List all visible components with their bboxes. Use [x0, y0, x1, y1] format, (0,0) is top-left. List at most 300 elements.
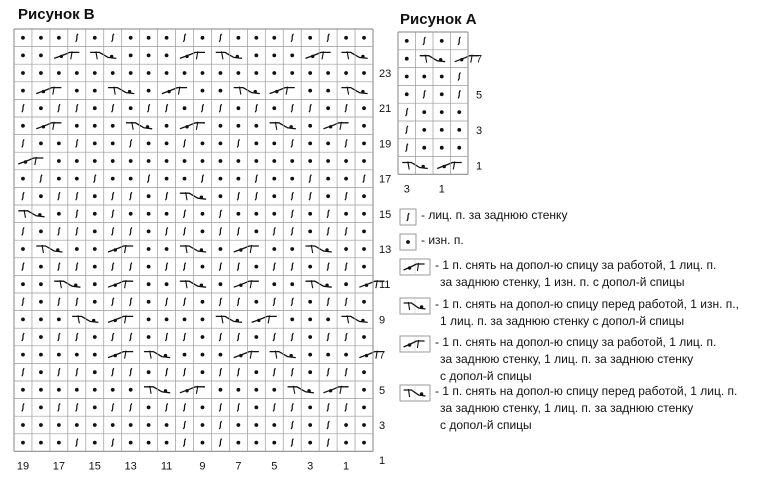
twisted-knit-mark [406, 108, 408, 116]
purl-dot [344, 247, 348, 251]
purl-dot [75, 124, 79, 128]
purl-dot [93, 423, 97, 427]
purl-dot [344, 71, 348, 75]
purl-dot [405, 39, 409, 43]
twisted-knit-mark [129, 263, 131, 271]
purl-dot [254, 54, 258, 58]
cross-dot [74, 284, 77, 287]
purl-dot [183, 353, 187, 357]
cross-left-mark [234, 246, 259, 252]
cross-dot [110, 55, 113, 58]
purl-dot [21, 54, 25, 58]
purl-dot [57, 212, 61, 216]
twisted-knit-mark [327, 210, 329, 218]
purl-dot [440, 110, 444, 114]
purl-dot [183, 177, 187, 181]
purl-dot [290, 54, 294, 58]
legend-description-line: - 1 п. снять на допол-ю спицу за работой, 1 лиц. п. [435, 335, 717, 349]
column-number-label: 15 [88, 460, 101, 473]
twisted-knit-mark [458, 37, 460, 45]
purl-dot [362, 265, 366, 269]
purl-dot [183, 318, 187, 322]
purl-dot [57, 423, 61, 427]
purl-dot [75, 89, 79, 93]
twisted-knit-mark [345, 368, 347, 376]
purl-dot [254, 265, 258, 269]
purl-dot [129, 441, 133, 445]
twisted-knit-mark [255, 104, 257, 112]
purl-dot [57, 142, 61, 146]
twisted-knit-mark [201, 175, 203, 183]
purl-dot [129, 423, 133, 427]
twisted-knit-mark [237, 227, 239, 235]
cross-dot [236, 55, 239, 58]
cross-left-mark [270, 88, 295, 94]
twisted-knit-mark [183, 439, 185, 447]
twisted-knit-mark [237, 139, 239, 147]
purl-dot [308, 71, 312, 75]
twisted-knit-mark [183, 210, 185, 218]
purl-dot [308, 36, 312, 40]
purl-dot [147, 230, 151, 234]
twisted-knit-mark [219, 263, 221, 271]
cross-dot [289, 354, 292, 357]
cross-dot [146, 125, 149, 128]
twisted-knit-mark [201, 104, 203, 112]
twisted-knit-mark [58, 298, 60, 306]
twisted-knit-mark [76, 104, 78, 112]
purl-dot [39, 282, 43, 286]
purl-dot [290, 247, 294, 251]
purl-dot [21, 177, 25, 181]
twisted-knit-mark [58, 192, 60, 200]
twisted-knit-mark [345, 192, 347, 200]
purl-dot [147, 406, 151, 410]
twisted-knit-mark [327, 403, 329, 411]
purl-dot [219, 194, 223, 198]
purl-dot [272, 71, 276, 75]
twisted-knit-mark [76, 227, 78, 235]
legend-description-line: - лиц. п. за заднюю стенку [421, 208, 568, 222]
purl-dot [147, 247, 151, 251]
row-number-label: 19 [379, 138, 392, 151]
twisted-knit-mark [112, 192, 114, 200]
twisted-knit-mark [165, 227, 167, 235]
twisted-knit-mark [58, 263, 60, 271]
purl-dot [147, 335, 151, 339]
purl-dot [21, 36, 25, 40]
cross-dot [200, 284, 203, 287]
column-number-label: 19 [16, 460, 30, 473]
purl-dot [344, 282, 348, 286]
twisted-knit-mark [291, 368, 293, 376]
purl-dot [93, 71, 97, 75]
legend-symbol-L [399, 258, 431, 276]
twisted-knit-mark [76, 333, 78, 341]
twisted-knit-mark [76, 139, 78, 147]
purl-dot [254, 36, 258, 40]
purl-dot [290, 318, 294, 322]
row-number-label: 7 [476, 53, 483, 66]
purl-dot [326, 177, 330, 181]
column-number-label: 9 [199, 460, 206, 473]
legend-description-line: за заднюю стенку, 1 изн. п. с допол-й спицы [440, 275, 685, 289]
purl-dot [183, 106, 187, 110]
purl-dot [147, 36, 151, 40]
purl-dot [111, 142, 115, 146]
cross-left-mark [437, 163, 462, 169]
purl-dot [201, 441, 205, 445]
purl-dot [129, 159, 133, 163]
purl-dot [93, 300, 97, 304]
purl-dot [39, 423, 43, 427]
purl-dot [39, 318, 43, 322]
purl-dot [219, 388, 223, 392]
twisted-knit-mark [147, 104, 149, 112]
purl-dot [165, 177, 169, 181]
row-number-label: 21 [379, 103, 392, 116]
twisted-knit-mark [112, 439, 114, 447]
twisted-knit-mark [291, 403, 293, 411]
purl-dot [111, 71, 115, 75]
purl-dot [39, 353, 43, 357]
cross-dot [289, 125, 292, 128]
purl-dot [93, 230, 97, 234]
purl-dot [308, 89, 312, 93]
purl-dot [272, 142, 276, 146]
purl-dot [362, 194, 366, 198]
purl-dot [21, 353, 25, 357]
twisted-knit-mark [76, 368, 78, 376]
twisted-knit-mark [327, 34, 329, 42]
purl-dot [111, 388, 115, 392]
purl-dot [326, 353, 330, 357]
twisted-knit-mark [165, 298, 167, 306]
legend-description-line: с допол-й спицы [440, 418, 532, 432]
twisted-knit-mark [219, 227, 221, 235]
twisted-knit-mark [345, 333, 347, 341]
purl-dot [201, 300, 205, 304]
purl-dot [93, 406, 97, 410]
twisted-knit-mark [219, 368, 221, 376]
twisted-knit-mark [112, 210, 114, 218]
cross-left-mark [36, 123, 61, 129]
legend-description-line: с допол-й спицы [440, 369, 532, 383]
purl-dot [201, 159, 205, 163]
column-number-label: 1 [343, 460, 350, 473]
purl-dot [326, 159, 330, 163]
purl-dot [201, 353, 205, 357]
purl-dot [21, 441, 25, 445]
twisted-knit-mark [129, 368, 131, 376]
twisted-knit-mark [291, 333, 293, 341]
purl-dot [272, 54, 276, 58]
cross-dot [56, 248, 59, 251]
twisted-knit-mark [112, 333, 114, 341]
purl-dot [93, 282, 97, 286]
purl-dot [165, 441, 169, 445]
cross-dot [254, 90, 257, 93]
purl-dot [308, 370, 312, 374]
purl-dot [457, 110, 461, 114]
purl-dot [219, 247, 223, 251]
purl-dot [272, 159, 276, 163]
cross-left-mark [54, 52, 79, 58]
purl-dot [254, 406, 258, 410]
purl-dot [75, 247, 79, 251]
twisted-knit-mark [112, 403, 114, 411]
column-number-label: 3 [403, 183, 410, 196]
purl-dot [129, 36, 133, 40]
twisted-knit-mark [327, 421, 329, 429]
purl-dot [21, 282, 25, 286]
twisted-knit-mark [219, 104, 221, 112]
purl-dot [75, 423, 79, 427]
purl-dot [308, 318, 312, 322]
purl-dot [165, 247, 169, 251]
cross-dot [439, 58, 442, 61]
row-number-label: 5 [379, 384, 386, 397]
twisted-knit-mark [22, 227, 24, 235]
purl-dot [75, 159, 79, 163]
purl-dot [272, 441, 276, 445]
purl-dot [201, 89, 205, 93]
purl-dot [405, 92, 409, 96]
twisted-knit-mark [165, 403, 167, 411]
purl-dot [147, 282, 151, 286]
twisted-knit-mark [76, 210, 78, 218]
twisted-knit-mark [423, 90, 425, 98]
column-number-label: 13 [124, 460, 137, 473]
twisted-knit-mark [327, 227, 329, 235]
purl-dot [254, 71, 258, 75]
purl-dot [308, 300, 312, 304]
purl-dot [39, 106, 43, 110]
purl-dot [57, 318, 61, 322]
purl-dot [290, 282, 294, 286]
purl-dot [93, 353, 97, 357]
cross-dot [164, 354, 167, 357]
twisted-knit-mark [147, 175, 149, 183]
twisted-knit-mark [58, 333, 60, 341]
purl-dot [147, 300, 151, 304]
purl-dot [111, 124, 115, 128]
purl-dot [21, 318, 25, 322]
purl-dot [422, 75, 426, 79]
twisted-knit-mark [406, 126, 408, 134]
purl-dot [219, 159, 223, 163]
purl-dot [39, 335, 43, 339]
purl-dot [405, 75, 409, 79]
purl-dot [93, 441, 97, 445]
legend-symbol-R [399, 384, 431, 402]
twisted-knit-mark [22, 104, 24, 112]
purl-dot [147, 212, 151, 216]
purl-dot [362, 247, 366, 251]
cross-left-mark [180, 52, 205, 58]
twisted-knit-mark [22, 333, 24, 341]
cross-left-mark [108, 352, 133, 358]
cross-dot [38, 213, 41, 216]
purl-dot [236, 423, 240, 427]
purl-dot [57, 159, 61, 163]
cross-dot [361, 90, 364, 93]
purl-dot [165, 318, 169, 322]
twisted-knit-mark [183, 368, 185, 376]
row-number-label: 13 [379, 244, 392, 256]
purl-dot [344, 177, 348, 181]
purl-dot [57, 177, 61, 181]
twisted-knit-mark [345, 227, 347, 235]
purl-dot [201, 265, 205, 269]
purl-dot [272, 247, 276, 251]
purl-dot [201, 318, 205, 322]
purl-dot [93, 388, 97, 392]
purl-dot [362, 212, 366, 216]
cross-dot [128, 90, 131, 93]
purl-dot [236, 159, 240, 163]
row-number-label: 5 [476, 89, 483, 102]
purl-dot [219, 124, 223, 128]
legend-description-line: - 1 п. снять на допол-ю спицу перед работой, 1 изн. п., [435, 297, 739, 311]
purl-dot [272, 194, 276, 198]
cross-left-mark [162, 88, 187, 94]
purl-dot [147, 423, 151, 427]
purl-dot [93, 159, 97, 163]
cross-left-mark [234, 352, 259, 358]
twisted-knit-mark [22, 298, 24, 306]
purl-dot [362, 159, 366, 163]
purl-dot [326, 194, 330, 198]
cross-dot [307, 389, 310, 392]
purl-dot [219, 71, 223, 75]
row-number-label: 11 [379, 279, 391, 292]
twisted-knit-mark [237, 368, 239, 376]
purl-dot [457, 146, 461, 150]
twisted-knit-mark [237, 333, 239, 341]
purl-dot [362, 423, 366, 427]
twisted-knit-mark [309, 192, 311, 200]
column-number-label: 7 [235, 460, 242, 473]
twisted-knit-mark [183, 333, 185, 341]
twisted-knit-mark [112, 368, 114, 376]
twisted-knit-mark [129, 298, 131, 306]
twisted-knit-mark [327, 439, 329, 447]
purl-dot [75, 177, 79, 181]
purl-dot [308, 335, 312, 339]
twisted-knit-mark [273, 298, 275, 306]
twisted-knit-mark [183, 421, 185, 429]
purl-dot [362, 36, 366, 40]
cross-left-mark [234, 281, 259, 287]
purl-dot [405, 57, 409, 61]
twisted-knit-mark [327, 263, 329, 271]
purl-dot [236, 71, 240, 75]
twisted-knit-mark [291, 298, 293, 306]
cross-dot [236, 319, 239, 322]
purl-dot [254, 441, 258, 445]
purl-dot [362, 441, 366, 445]
twisted-knit-mark [273, 333, 275, 341]
cross-dot [420, 392, 423, 395]
cross-dot [325, 284, 328, 287]
twisted-knit-mark [183, 139, 185, 147]
legend-description-line: за заднюю стенку, 1 лиц. п. за заднюю стенку [440, 352, 694, 366]
purl-dot [326, 106, 330, 110]
twisted-knit-mark [112, 34, 114, 42]
purl-dot [93, 194, 97, 198]
purl-dot [93, 89, 97, 93]
purl-dot [236, 124, 240, 128]
purl-dot [21, 388, 25, 392]
purl-dot [201, 230, 205, 234]
legend-symbol-k [399, 208, 417, 226]
purl-dot [308, 230, 312, 234]
twisted-knit-mark [112, 104, 114, 112]
purl-dot [440, 75, 444, 79]
twisted-knit-mark [183, 263, 185, 271]
purl-dot [165, 142, 169, 146]
chart-a-title: Рисунок А [400, 11, 477, 28]
purl-dot [254, 124, 258, 128]
purl-dot [219, 89, 223, 93]
purl-dot [308, 142, 312, 146]
purl-dot [308, 212, 312, 216]
twisted-knit-mark [183, 34, 185, 42]
twisted-knit-mark [40, 175, 42, 183]
legend-description-line: - 1 п. снять на допол-ю спицу перед работой, 1 лиц. п. [435, 384, 738, 398]
purl-dot [362, 230, 366, 234]
twisted-knit-mark [76, 192, 78, 200]
purl-dot [362, 124, 366, 128]
purl-dot [290, 71, 294, 75]
cross-dot [200, 248, 203, 251]
purl-dot [183, 71, 187, 75]
cross-left-mark [18, 158, 43, 164]
purl-dot [362, 300, 366, 304]
purl-dot [254, 388, 258, 392]
twisted-knit-mark [406, 144, 408, 152]
twisted-knit-mark [255, 175, 257, 183]
cross-dot [420, 305, 423, 308]
purl-dot [93, 212, 97, 216]
purl-dot [308, 124, 312, 128]
purl-dot [39, 265, 43, 269]
purl-dot [440, 39, 444, 43]
purl-dot [344, 212, 348, 216]
twisted-knit-mark [112, 227, 114, 235]
purl-dot [57, 388, 61, 392]
twisted-knit-mark [183, 403, 185, 411]
twisted-knit-mark [255, 192, 257, 200]
purl-dot [183, 159, 187, 163]
row-number-label: 1 [476, 160, 483, 173]
twisted-knit-mark [291, 439, 293, 447]
purl-dot [93, 265, 97, 269]
cross-dot [361, 55, 364, 58]
purl-dot [236, 36, 240, 40]
row-number-label: 3 [476, 124, 483, 137]
twisted-knit-mark [273, 263, 275, 271]
purl-dot [147, 54, 151, 58]
purl-dot [422, 146, 426, 150]
legend-description-line: 1 лиц. п. за заднюю стенку с допол-й спицы [440, 314, 685, 328]
purl-dot [272, 106, 276, 110]
twisted-knit-mark [458, 73, 460, 81]
twisted-knit-mark [76, 298, 78, 306]
purl-dot [290, 159, 294, 163]
row-number-label: 9 [379, 314, 386, 327]
